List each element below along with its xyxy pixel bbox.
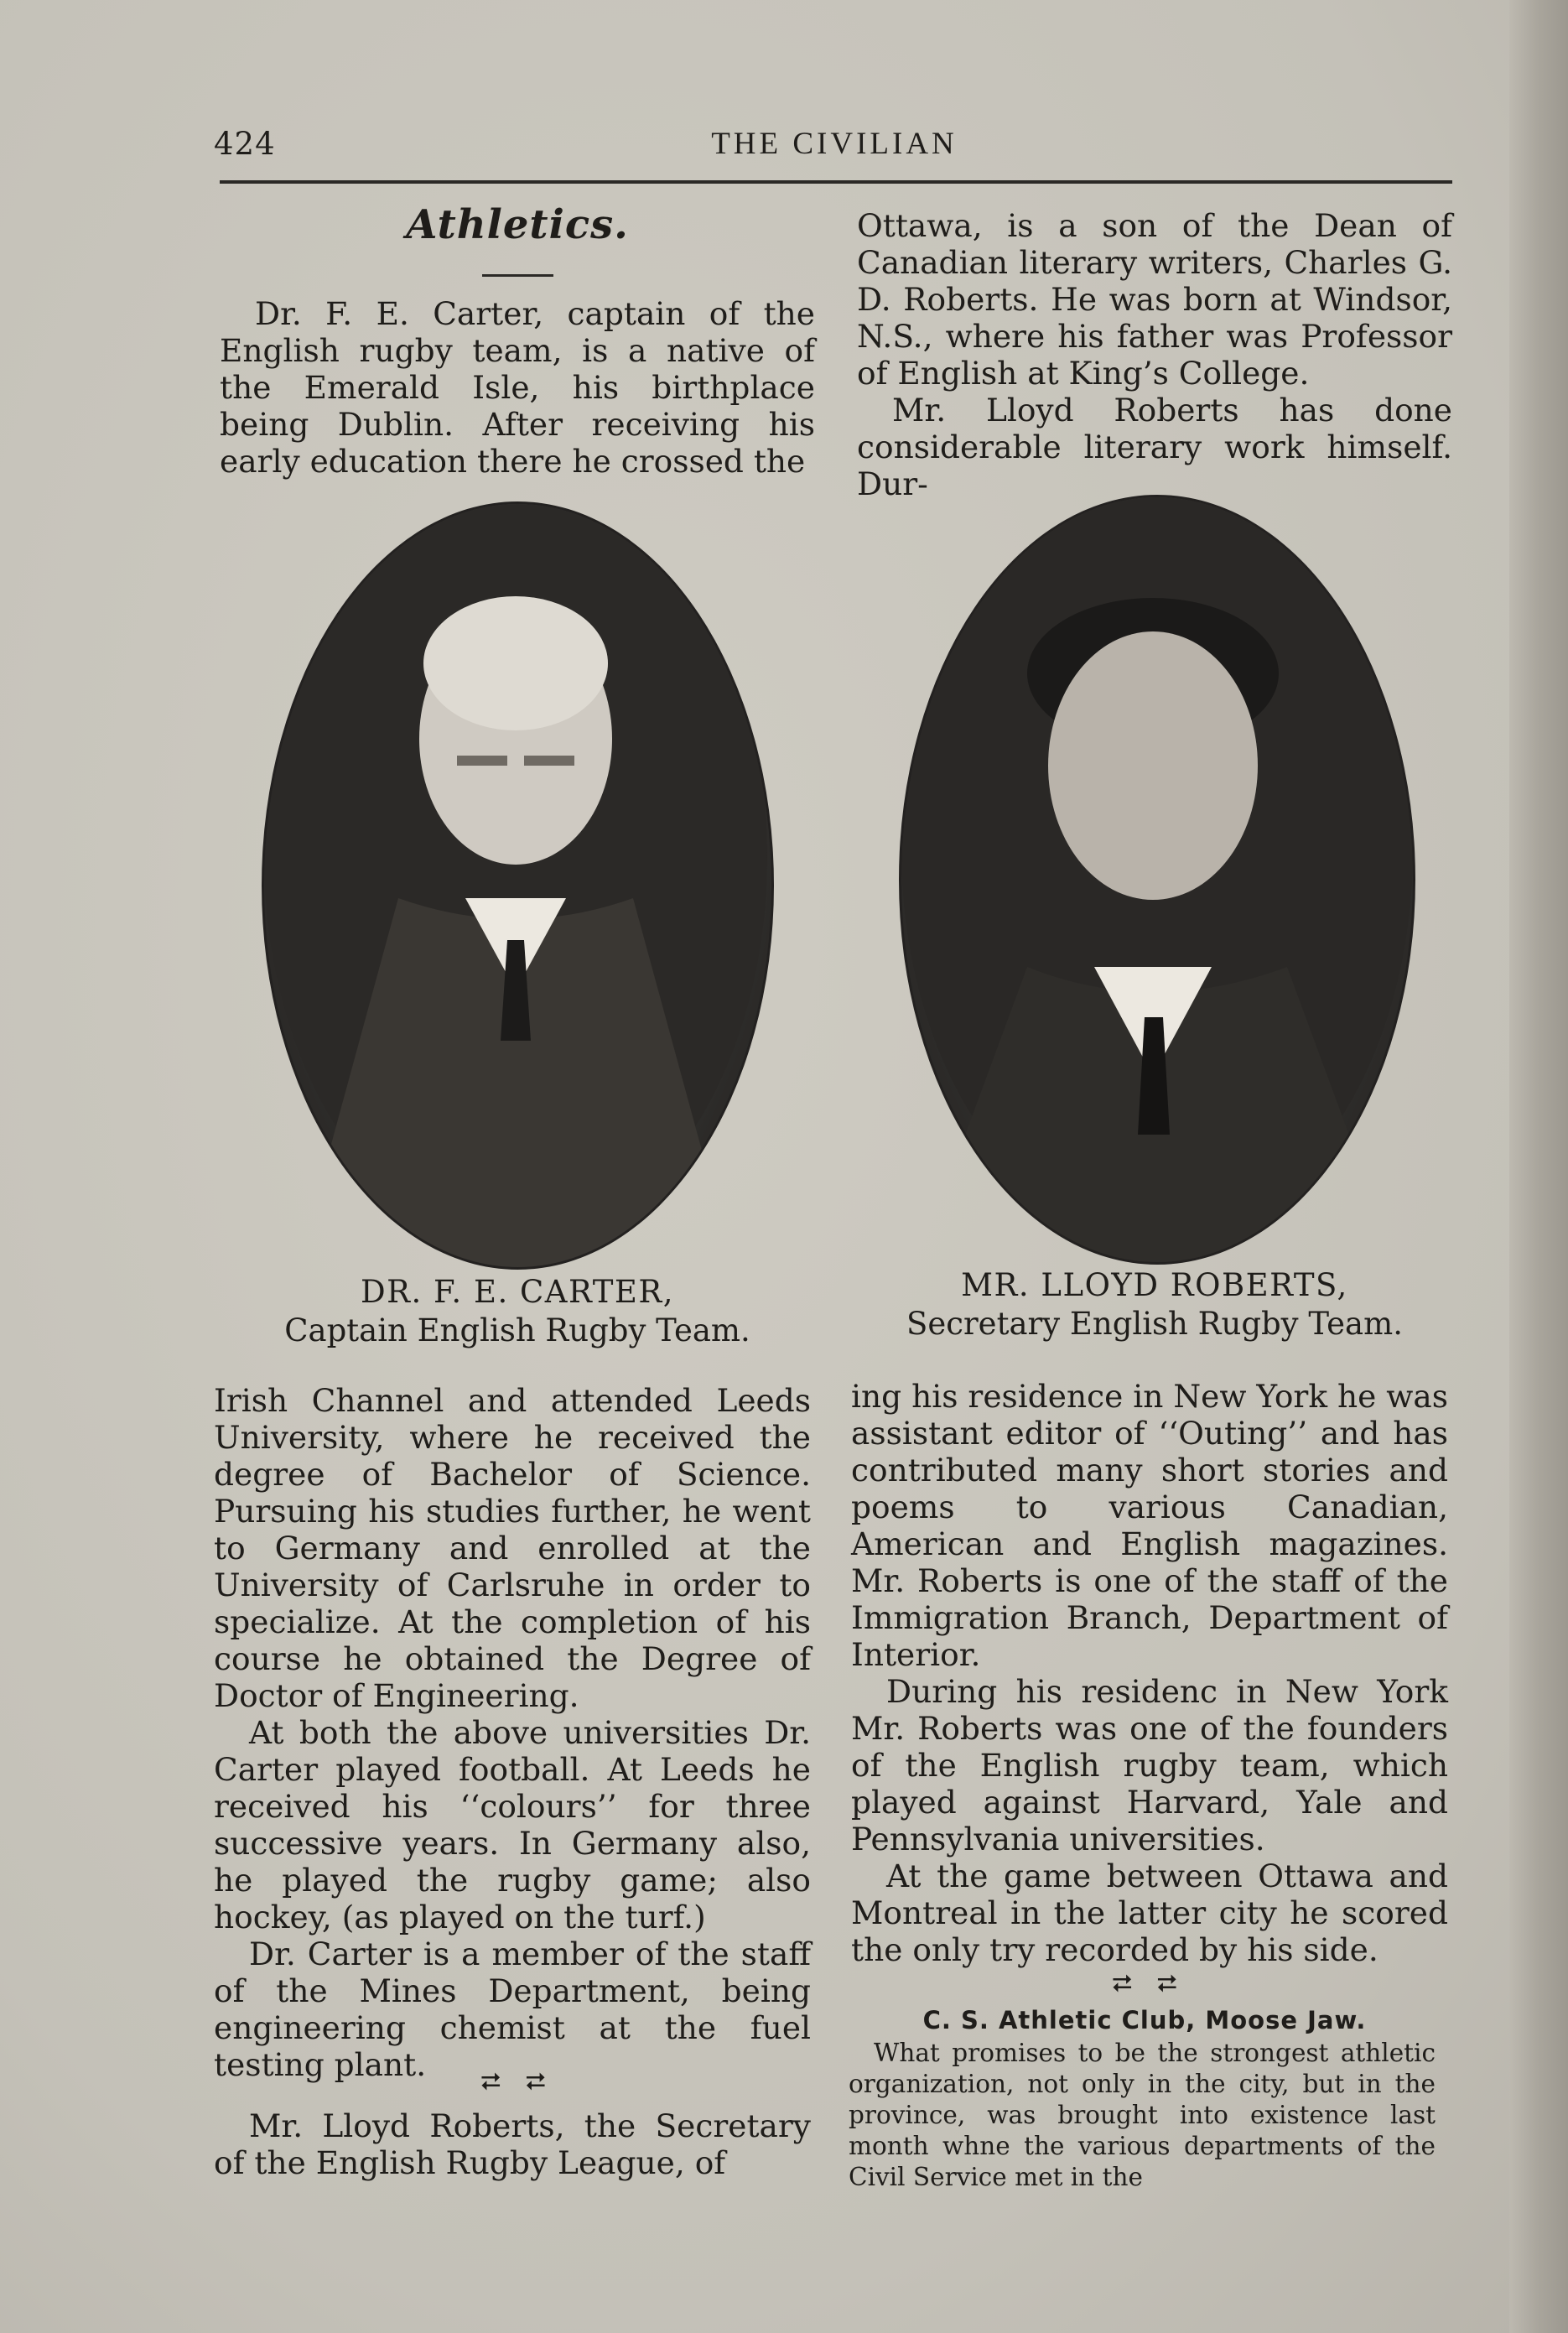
left-column-end: [214, 2107, 811, 2181]
right-body-paragraph: At the game between Ottawa and Montreal in the latter city he scored the only try recorded by his side.: [851, 1858, 1448, 1968]
running-title: THE CIVILIAN: [711, 127, 958, 161]
left-column-intro: [220, 295, 815, 480]
portrait-roberts-image: [901, 497, 1413, 1262]
portrait-carter: [262, 501, 774, 1270]
left-body-paragraph: Irish Channel and attended Leeds University, where he received the degree of Bachelor of Science. Pursuing his studies further, he went to Germany and enrolled at the University of Carlsruhe in order to specialize. At the completion of his course he obtained the Degree of Doctor of Engineering.: [214, 1382, 811, 1714]
right-intro-paragraph: Ottawa, is a son of the Dean of Canadian literary writers, Charles G. D. Roberts. He was born at Windsor, N.S., where his father was Professor of English at King’s College.: [857, 207, 1452, 392]
caption-name: MR. LLOYD ROBERTS,: [961, 1267, 1348, 1303]
left-body-paragraph: Dr. Carter is a member of the staff of the Mines Department, being engineering chemist at the fuel testing plant.: [214, 1936, 811, 2083]
caption-roberts: [857, 1266, 1452, 1343]
section-ornament: ⮂ ⮂: [1112, 1969, 1186, 1998]
left-last-paragraph: Mr. Lloyd Roberts, the Secretary of the English Rugby League, of: [214, 2107, 811, 2181]
portrait-roberts: [899, 495, 1415, 1265]
club-article: [849, 2038, 1436, 2193]
section-title: Athletics.: [406, 201, 629, 248]
caption-role: Captain English Rugby Team.: [284, 1312, 750, 1348]
header-rule: [220, 180, 1452, 184]
page-header: [214, 126, 1455, 168]
left-column-body: [214, 1382, 811, 2083]
intro-paragraph: Dr. F. E. Carter, captain of the English rugby team, is a native of the Emerald Isle, his birthplace being Dublin. After receiving his early education there he crossed the: [220, 295, 815, 480]
title-rule: [482, 274, 553, 277]
page-number: 424: [214, 126, 276, 162]
club-heading: C. S. Athletic Club, Moose Jaw.: [922, 2006, 1367, 2034]
portrait-carter-image: [264, 504, 771, 1267]
right-body-paragraph: During his residenc in New York Mr. Roberts was one of the founders of the English rugby team, which played against Harvard, Yale and Pennsylvania universities.: [851, 1673, 1448, 1858]
caption-role: Secretary English Rugby Team.: [906, 1306, 1403, 1342]
club-paragraph: What promises to be the strongest athletic organization, not only in the city, but in the province, was brought into existence last month whne the various departments of the Civil Service met in the: [849, 2039, 1436, 2191]
left-body-paragraph: At both the above universities Dr. Carter played football. At Leeds he received his ‘‘colours’’ for three successive years. In Germany also, he played the rugby game; also hockey, (as played on the turf.): [214, 1714, 811, 1936]
page-spine: [1509, 0, 1568, 2333]
right-column-body: [851, 1378, 1448, 1968]
caption-carter: [220, 1273, 815, 1350]
caption-name: DR. F. E. CARTER,: [360, 1274, 675, 1310]
right-body-paragraph: ing his residence in New York he was assistant editor of ‘‘Outing’’ and has contributed many short stories and poems to various Canadian, American and English magazines. Mr. Roberts is one of the staff of the Immigration Branch, Department of Interior.: [851, 1378, 1448, 1673]
section-ornament: ⮂ ⮂: [480, 2067, 554, 2097]
right-intro-paragraph: Mr. Lloyd Roberts has done considerable literary work himself. Dur-: [857, 392, 1452, 502]
right-column-intro: [857, 207, 1452, 502]
